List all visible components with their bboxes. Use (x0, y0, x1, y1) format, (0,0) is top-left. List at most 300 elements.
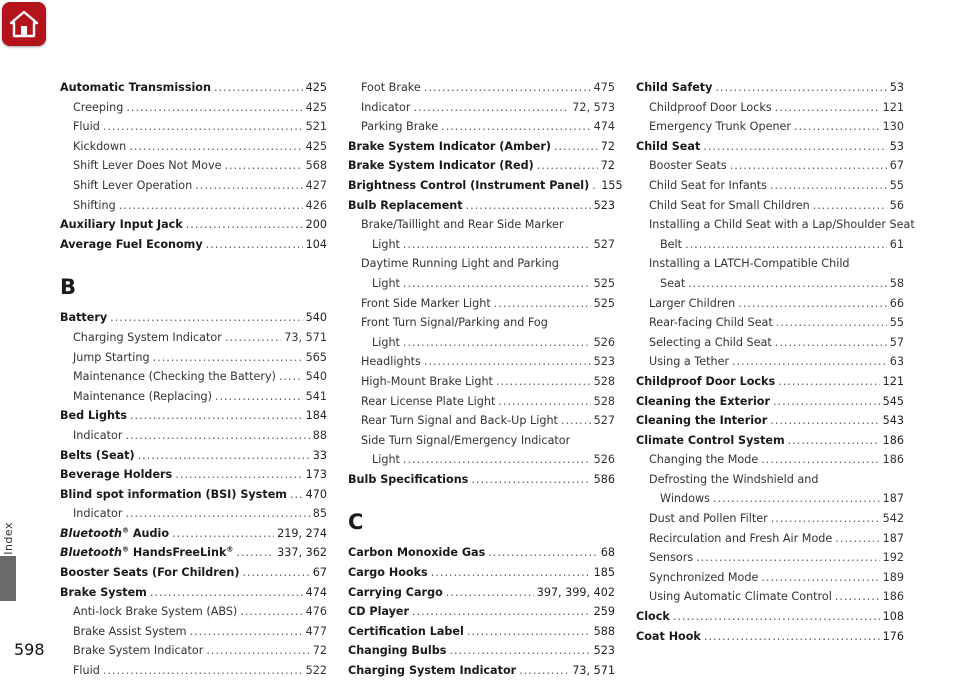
entry-page: 542 (882, 512, 904, 526)
entry-term: Foot Brake (361, 81, 421, 94)
entry-page: 523 (593, 198, 615, 212)
index-entry[interactable] (636, 294, 904, 314)
index-entry[interactable] (60, 367, 327, 387)
index-entry[interactable] (60, 328, 327, 348)
section-heading-b: B (60, 275, 77, 300)
entry-page: 526 (593, 453, 615, 467)
entry-page: 67 (312, 566, 327, 580)
index-entry[interactable] (348, 622, 615, 642)
entry-term: Belts (Seat) (60, 448, 135, 462)
entry-page: 186 (882, 433, 904, 447)
entry-term: Seat (660, 276, 686, 290)
leader-dots (119, 196, 303, 216)
index-entry[interactable] (348, 196, 615, 216)
entry-term: Rear License Plate Light (361, 394, 496, 408)
entry-term: Kickdown (73, 139, 127, 153)
entry-term: Indicator (361, 100, 411, 114)
entry-page: 61 (889, 237, 904, 251)
leader-dots (494, 294, 591, 314)
index-entry-continuation[interactable] (348, 333, 615, 353)
leader-dots (835, 529, 879, 549)
entry-term: Light (372, 276, 400, 290)
leader-dots (441, 117, 591, 137)
entry-page: 104 (305, 237, 327, 251)
leader-dots (496, 372, 591, 392)
entry-page: 219, 274 (277, 526, 327, 540)
leader-dots (206, 235, 303, 255)
leader-dots (403, 450, 591, 470)
entry-page: 73, 571 (284, 330, 327, 344)
leader-dots (471, 470, 590, 490)
entry-term: Light (372, 237, 400, 251)
leader-dots (225, 328, 281, 348)
entry-term: Windows (660, 492, 710, 506)
index-entry[interactable] (348, 372, 615, 392)
entry-term-wrapped[interactable]: Installing a Child Seat with a Lap/Shoulder Seat (649, 218, 915, 232)
leader-dots (290, 485, 303, 505)
leader-dots (776, 313, 887, 333)
entry-page: 63 (889, 355, 904, 369)
index-entry[interactable] (636, 137, 904, 157)
leader-dots (215, 387, 303, 407)
entry-term: Battery (60, 311, 108, 325)
leader-dots (403, 274, 591, 294)
leader-dots (413, 98, 569, 118)
leader-dots (794, 117, 880, 137)
index-entry[interactable] (60, 117, 327, 137)
leader-dots (673, 607, 880, 627)
entry-page: 130 (882, 120, 904, 134)
index-entry-continuation[interactable] (348, 235, 615, 255)
entry-term-wrapped[interactable]: Defrosting the Windshield and (649, 472, 819, 486)
index-entry[interactable] (60, 465, 327, 485)
entry-page: 522 (305, 664, 327, 678)
leader-dots (110, 308, 302, 328)
entry-term-wrapped[interactable]: Daytime Running Light and Parking (361, 257, 559, 271)
entry-term: Child Safety (636, 81, 713, 94)
entry-page: 475 (593, 81, 615, 94)
leader-dots (446, 583, 534, 603)
entry-page: 525 (593, 296, 615, 310)
entry-page: 72 (312, 644, 327, 658)
entry-term: Larger Children (649, 296, 736, 310)
leader-dots (467, 622, 591, 642)
leader-dots (537, 156, 598, 176)
index-entry[interactable] (636, 352, 904, 372)
entry-term: Charging System Indicator (348, 664, 517, 678)
index-entry[interactable] (636, 568, 904, 588)
index-entry[interactable] (60, 215, 327, 235)
entry-page: 545 (882, 394, 904, 408)
leader-dots (150, 583, 303, 603)
leader-dots (224, 156, 302, 176)
leader-dots (129, 137, 302, 157)
entry-page: 108 (882, 610, 904, 624)
leader-dots (554, 137, 598, 157)
entry-page: 528 (593, 394, 615, 408)
index-entry[interactable] (348, 137, 615, 157)
entry-page: 186 (882, 453, 904, 467)
index-entry[interactable] (636, 98, 904, 118)
entry-term: Anti-lock Brake System (ABS) (73, 605, 238, 619)
entry-page: 121 (882, 374, 904, 388)
index-entry[interactable] (636, 627, 904, 647)
entry-page: 425 (305, 81, 327, 94)
entry-term: Child Seat (636, 139, 701, 153)
entry-page: 187 (882, 531, 904, 545)
index-entry[interactable] (60, 348, 327, 368)
index-entry-continuation[interactable] (636, 235, 904, 255)
entry-term: Childproof Door Locks (649, 100, 772, 114)
entry-term: Light (372, 453, 400, 467)
index-entry-continuation[interactable] (348, 450, 615, 470)
leader-dots (125, 504, 309, 524)
leader-dots (126, 98, 302, 118)
leader-dots (813, 196, 887, 216)
entry-term: Rear-facing Child Seat (649, 316, 773, 330)
leader-dots (775, 98, 880, 118)
leader-dots (688, 274, 887, 294)
index-entry[interactable] (348, 641, 615, 661)
entry-page: 200 (305, 218, 327, 232)
index-entry[interactable] (636, 313, 904, 333)
entry-page: 527 (593, 237, 615, 251)
entry-term: Light (372, 335, 400, 349)
entry-term: Changing the Mode (649, 453, 759, 467)
entry-page: 185 (593, 566, 615, 580)
entry-page: 155 (601, 178, 623, 192)
index-entry-continuation[interactable] (636, 274, 904, 294)
leader-dots (770, 176, 887, 196)
entry-page: 474 (593, 120, 615, 134)
entry-term: Auxiliary Input Jack (60, 218, 183, 232)
entry-page: 470 (305, 487, 327, 501)
leader-dots (761, 568, 879, 588)
leader-dots (431, 563, 591, 583)
entry-term: Charging System Indicator (73, 330, 222, 344)
entry-term: Brake System Indicator (Red) (348, 159, 534, 173)
leader-dots (704, 627, 880, 647)
index-entry[interactable] (60, 446, 327, 466)
leader-dots (130, 406, 303, 426)
index-entry[interactable] (348, 563, 615, 583)
entry-term-wrapped[interactable]: Side Turn Signal/Emergency Indicator (361, 433, 571, 447)
index-entry[interactable] (60, 602, 327, 622)
entry-page: 121 (882, 100, 904, 114)
leader-dots (466, 196, 591, 216)
entry-term: Booster Seats (649, 159, 727, 173)
entry-term: Carrying Cargo (348, 585, 443, 599)
leader-dots (771, 509, 880, 529)
leader-dots (498, 392, 590, 412)
entry-term: Dust and Pollen Filter (649, 512, 768, 526)
index-entry[interactable] (60, 641, 327, 661)
index-entry-continuation[interactable] (636, 489, 904, 509)
entry-term: Fluid (73, 664, 100, 678)
entry-page: 540 (305, 311, 327, 325)
entry-page: 259 (593, 605, 615, 619)
leader-dots (773, 392, 880, 412)
entry-term: Shifting (73, 198, 116, 212)
entry-term-wrapped[interactable]: Front Turn Signal/Parking and Fog (361, 316, 548, 330)
index-entry[interactable] (636, 196, 904, 216)
entry-term: Recirculation and Fresh Air Mode (649, 531, 833, 545)
index-entry[interactable] (348, 352, 615, 372)
entry-page: 189 (882, 570, 904, 584)
entry-term: Sensors (649, 551, 694, 565)
index-entry[interactable] (636, 607, 904, 627)
entry-page: 588 (593, 624, 615, 638)
entry-term: Average Fuel Economy (60, 237, 203, 251)
entry-page: 58 (889, 276, 904, 290)
index-entry[interactable] (60, 137, 327, 157)
entry-page: 72 (600, 159, 615, 173)
index-entry[interactable] (636, 411, 904, 431)
entry-page: 53 (889, 81, 904, 94)
index-entry[interactable] (60, 622, 327, 642)
index-entry[interactable] (60, 78, 327, 98)
index-entry[interactable] (60, 406, 327, 426)
entry-term: Maintenance (Replacing) (73, 389, 213, 403)
entry-page: 397, 399, 402 (536, 585, 615, 599)
leader-dots (424, 78, 591, 98)
leader-dots (713, 489, 880, 509)
leader-dots (770, 411, 879, 431)
entry-term: Carbon Monoxide Gas (348, 546, 486, 560)
index-entry[interactable] (636, 431, 904, 451)
leader-dots (240, 602, 302, 622)
section-heading-c: C (348, 510, 364, 535)
index-entry[interactable] (636, 509, 904, 529)
entry-page: 540 (305, 370, 327, 384)
entry-term: Jump Starting (73, 350, 150, 364)
leader-dots (279, 367, 303, 387)
index-entry[interactable] (636, 450, 904, 470)
index-column-2 (348, 78, 623, 681)
leader-dots (242, 563, 309, 583)
leader-dots (761, 450, 879, 470)
entry-term: Headlights (361, 355, 421, 369)
leader-dots (214, 78, 303, 98)
entry-page: 526 (593, 335, 615, 349)
entry-term: Cleaning the Interior (636, 414, 768, 428)
leader-dots (703, 137, 886, 157)
index-entry[interactable] (636, 529, 904, 549)
entry-term: Bulb Specifications (348, 472, 469, 486)
entry-term: CD Player (348, 605, 410, 619)
entry-term: Brake Assist System (73, 624, 187, 638)
entry-page: 568 (305, 159, 327, 173)
entry-term: Indicator (73, 507, 123, 521)
index-entry[interactable] (60, 387, 327, 407)
leader-dots (778, 372, 880, 392)
index-entry[interactable] (60, 485, 327, 505)
entry-page: 337, 362 (277, 546, 327, 560)
leader-dots (788, 431, 880, 451)
entry-term: Rear Turn Signal and Back-Up Light (361, 414, 558, 428)
entry-term: Emergency Trunk Opener (649, 120, 792, 134)
leader-dots (738, 294, 887, 314)
index-entry[interactable] (636, 587, 904, 607)
entry-term: Using Automatic Climate Control (649, 590, 832, 604)
entry-term: Bluetooth (60, 526, 122, 540)
entry-page: 425 (305, 139, 327, 153)
leader-dots (685, 235, 887, 255)
leader-dots (103, 117, 303, 137)
leader-dots (412, 602, 591, 622)
leader-dots (592, 176, 598, 196)
entry-term: Maintenance (Checking the Battery) (73, 370, 276, 384)
entry-term: Brake System (60, 585, 147, 599)
entry-term: Booster Seats (For Children) (60, 566, 240, 580)
index-entry[interactable] (60, 235, 327, 255)
index-entry[interactable] (60, 308, 327, 328)
entry-term: Bed Lights (60, 409, 127, 423)
entry-page: 523 (593, 355, 615, 369)
entry-page: 541 (305, 389, 327, 403)
entry-term: Childproof Door Locks (636, 374, 776, 388)
index-entry[interactable] (636, 78, 904, 98)
index-entry[interactable] (636, 156, 904, 176)
entry-term: Child Seat for Small Children (649, 198, 810, 212)
entry-page: 476 (305, 605, 327, 619)
entry-page: 176 (882, 629, 904, 643)
entry-page: 528 (593, 374, 615, 388)
entry-term: Creeping (73, 100, 124, 114)
leader-dots (561, 411, 591, 431)
entry-page: 565 (305, 350, 327, 364)
index-entry[interactable] (636, 548, 904, 568)
index-entry[interactable]: Bluetooth® Audio ..... 219, 274 (60, 524, 327, 544)
entry-page: 477 (305, 624, 327, 638)
entry-term: Beverage Holders (60, 468, 173, 482)
leader-dots (190, 622, 303, 642)
leader-dots (206, 641, 309, 661)
entry-term-wrapped[interactable]: Brake/Taillight and Rear Side Marker (361, 218, 564, 232)
entry-term: Parking Brake (361, 120, 439, 134)
index-entry[interactable]: Bluetooth® HandsFreeLink® ..... 337, 362 (60, 543, 327, 563)
index-entry[interactable] (60, 196, 327, 216)
index-entry[interactable] (348, 470, 615, 490)
entry-page: 474 (305, 585, 327, 599)
entry-term: Belt (660, 237, 683, 251)
entry-term: Cargo Hooks (348, 566, 428, 580)
leader-dots (138, 446, 310, 466)
index-entry[interactable] (636, 333, 904, 353)
entry-page: 426 (305, 198, 327, 212)
leader-dots (403, 333, 591, 353)
entry-term: Bulb Replacement (348, 198, 463, 212)
entry-page: 173 (305, 468, 327, 482)
index-entry[interactable] (60, 156, 327, 176)
home-icon (7, 7, 41, 41)
index-entry[interactable] (60, 583, 327, 603)
leader-dots (730, 156, 887, 176)
index-entry[interactable] (60, 98, 327, 118)
leader-dots (449, 641, 590, 661)
index-entry[interactable] (60, 176, 327, 196)
entry-term: Shift Lever Does Not Move (73, 159, 222, 173)
entry-page: 85 (312, 507, 327, 521)
entry-page: 55 (889, 178, 904, 192)
leader-dots (488, 543, 598, 563)
entry-page: 53 (889, 139, 904, 153)
index-entry[interactable] (348, 78, 615, 98)
index-entry[interactable] (348, 156, 615, 176)
index-entry[interactable] (60, 563, 327, 583)
entry-term: Bluetooth (60, 546, 122, 560)
entry-term: Brake System Indicator (Amber) (348, 139, 551, 153)
index-entry[interactable] (60, 426, 327, 446)
entry-term: Synchronized Mode (649, 570, 759, 584)
entry-term: Selecting a Child Seat (649, 335, 772, 349)
leader-dots (186, 215, 303, 235)
entry-term: Changing Bulbs (348, 644, 447, 658)
index-entry[interactable] (348, 176, 623, 196)
index-entry[interactable] (348, 294, 615, 314)
side-tab-label: Index (2, 522, 15, 555)
index-entry[interactable] (348, 543, 615, 563)
entry-term: Clock (636, 610, 670, 624)
entry-term: Indicator (73, 428, 123, 442)
leader-dots (696, 548, 879, 568)
index-entry[interactable] (348, 411, 615, 431)
leader-dots (732, 352, 887, 372)
entry-page: 72 (600, 139, 615, 153)
entry-page: 55 (889, 316, 904, 330)
index-entry[interactable] (636, 392, 904, 412)
leader-dots (175, 465, 302, 485)
entry-term: Brightness Control (Instrument Panel) (348, 178, 590, 192)
entry-page: 527 (593, 414, 615, 428)
entry-term: Climate Control System (636, 433, 785, 447)
index-entry[interactable] (60, 504, 327, 524)
index-column-3 (636, 78, 915, 646)
entry-page: 66 (889, 296, 904, 310)
index-entry[interactable] (348, 392, 615, 412)
entry-page: 56 (889, 198, 904, 212)
entry-page: 525 (593, 276, 615, 290)
index-entry[interactable] (348, 117, 615, 137)
entry-term: Front Side Marker Light (361, 296, 491, 310)
entry-term: Coat Hook (636, 629, 701, 643)
index-entry[interactable] (348, 98, 615, 118)
index-entry[interactable] (348, 602, 615, 622)
entry-page: 427 (305, 178, 327, 192)
leader-dots (403, 235, 591, 255)
index-entry[interactable] (348, 583, 615, 603)
entry-term: Brake System Indicator (73, 644, 204, 658)
leader-dots (715, 78, 886, 98)
entry-term-wrapped[interactable]: Installing a LATCH-Compatible Child (649, 257, 850, 271)
entry-page: 521 (305, 120, 327, 134)
entry-page: 184 (305, 409, 327, 423)
entry-page: 67 (889, 159, 904, 173)
entry-page: 72, 573 (572, 100, 615, 114)
entry-page: 68 (600, 546, 615, 560)
entry-page: 73, 571 (572, 664, 615, 678)
index-entry-continuation[interactable] (348, 274, 615, 294)
entry-term: High-Mount Brake Light (361, 374, 493, 388)
leader-dots (424, 352, 591, 372)
entry-page: 192 (882, 551, 904, 565)
index-entry[interactable] (636, 117, 904, 137)
index-entry[interactable] (636, 176, 904, 196)
leader-dots (835, 587, 880, 607)
index-entry[interactable] (636, 372, 904, 392)
home-button[interactable] (2, 2, 46, 46)
entry-page: 33 (312, 448, 327, 462)
